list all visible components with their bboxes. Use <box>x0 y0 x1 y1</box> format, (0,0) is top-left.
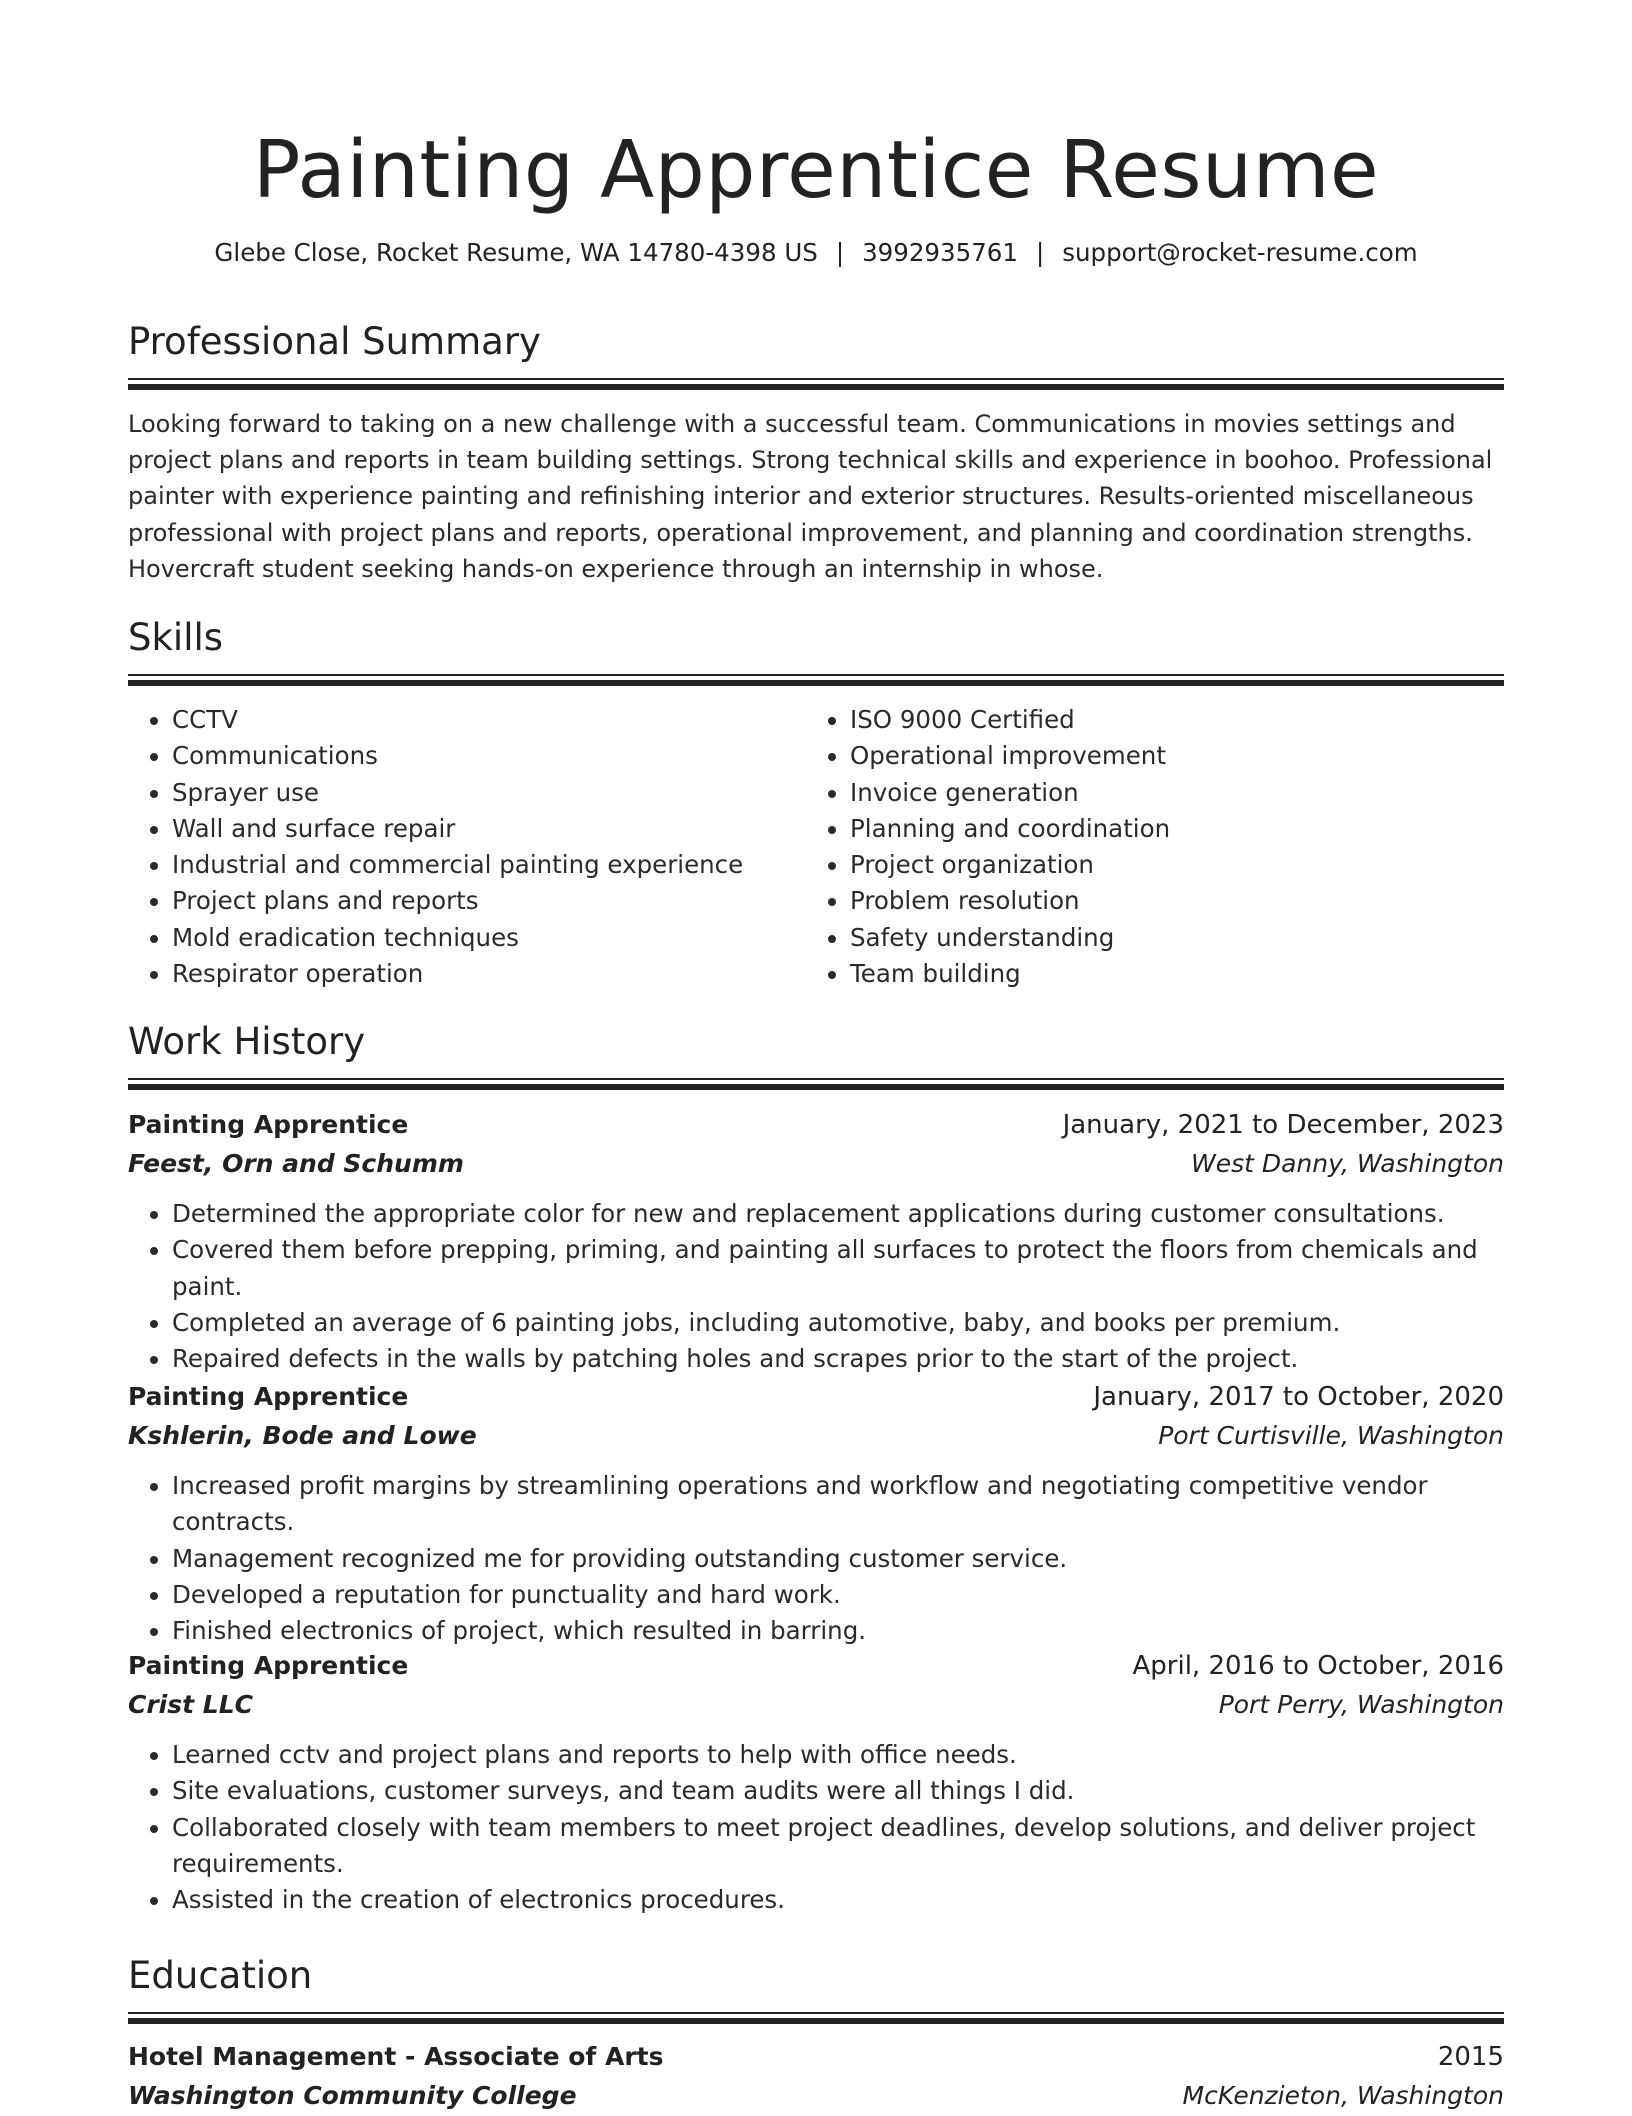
skill-item: • Industrial and commercial painting experience <box>172 847 806 883</box>
skill-item: • Mold eradication techniques <box>172 920 806 956</box>
job-employer: Kshlerin, Bode and Lowe <box>128 1421 477 1450</box>
job-bullet: • Assisted in the creation of electronics procedures. <box>172 1882 1504 1918</box>
job-bullet-list <box>128 1468 1504 1649</box>
job-bullet: • Management recognized me for providing outstanding customer service. <box>172 1541 1504 1577</box>
job-bullet-list <box>128 1196 1504 1377</box>
section-heading-education: Education <box>128 1954 313 1997</box>
section-divider <box>128 2012 1504 2024</box>
contact-email: support@rocket-resume.com <box>1062 238 1418 267</box>
job-bullet: • Covered them before prepping, priming, and painting all surfaces to protect the floors from chemicals and paint. <box>172 1232 1504 1305</box>
skill-item: • Project organization <box>850 847 1504 883</box>
job-location: West Danny, Washington <box>1190 1149 1504 1178</box>
skill-item: • Wall and surface repair <box>172 811 806 847</box>
job-dates: January, 2021 to December, 2023 <box>1062 1110 1504 1140</box>
job-employer: Feest, Orn and Schumm <box>128 1149 464 1178</box>
education-year: 2015 <box>1437 2042 1504 2072</box>
skill-item: • Problem resolution <box>850 883 1504 919</box>
section-divider <box>128 1078 1504 1090</box>
job-header <box>128 1378 1504 1416</box>
job-subheader <box>128 1144 1504 1184</box>
resume-page <box>128 0 1504 2110</box>
education-degree: Hotel Management - Associate of Arts <box>128 2042 664 2071</box>
contact-separator: | <box>835 238 845 267</box>
contact-phone: 3992935761 <box>862 238 1018 267</box>
job-dates: January, 2017 to October, 2020 <box>1093 1382 1504 1412</box>
skills-list-left <box>128 702 806 992</box>
summary-section <box>128 318 1504 587</box>
education-header <box>128 2038 1504 2076</box>
contact-separator: | <box>1035 238 1045 267</box>
job-bullet: • Completed an average of 6 painting jobs, including automotive, baby, and books per premium. <box>172 1305 1504 1341</box>
job-location: Port Perry, Washington <box>1218 1690 1504 1719</box>
section-heading-work-history: Work History <box>128 1020 366 1063</box>
job-bullet: • Repaired defects in the walls by patching holes and scrapes prior to the start of the project. <box>172 1341 1504 1377</box>
summary-text: Looking forward to taking on a new challenge with a successful team. Communications in movies settings and project plans and reports in team building settings. Strong technical skills and experience in boohoo. Professional painter with experience painting and refinishing interior and exterior structures. Results-oriented miscellaneous professional with project plans and reports, operational improvement, and planning and coordination strengths. Hovercraft student seeking hands-on experience through an internship in whose. <box>128 410 1493 583</box>
job-entry <box>128 1106 1504 1377</box>
skill-item: • Respirator operation <box>172 956 806 992</box>
job-employer: Crist LLC <box>128 1690 253 1719</box>
job-bullet: • Developed a reputation for punctuality and hard work. <box>172 1577 1504 1613</box>
job-title: Painting Apprentice <box>128 1651 409 1680</box>
job-bullet: • Learned cctv and project plans and reports to help with office needs. <box>172 1737 1504 1773</box>
job-bullet: • Determined the appropriate color for new and replacement applications during customer consultations. <box>172 1196 1504 1232</box>
skill-item: • Team building <box>850 956 1504 992</box>
education-section <box>128 1952 1504 2024</box>
section-heading-summary: Professional Summary <box>128 320 541 363</box>
job-header <box>128 1106 1504 1144</box>
job-bullet-list <box>128 1737 1504 1918</box>
contact-address: Glebe Close, Rocket Resume, WA 14780-4398 US <box>214 238 818 267</box>
section-divider <box>128 674 1504 686</box>
education-school: Washington Community College <box>128 2081 577 2110</box>
job-title: Painting Apprentice <box>128 1110 409 1139</box>
job-bullet: • Site evaluations, customer surveys, and team audits were all things I did. <box>172 1773 1504 1809</box>
skill-item: • Invoice generation <box>850 775 1504 811</box>
job-header <box>128 1647 1504 1685</box>
job-entry <box>128 1378 1504 1649</box>
job-dates: April, 2016 to October, 2016 <box>1132 1651 1504 1681</box>
skills-grid <box>128 702 1504 992</box>
work-history-section <box>128 1018 1504 1090</box>
skill-item: • Safety understanding <box>850 920 1504 956</box>
skill-item: • CCTV <box>172 702 806 738</box>
job-bullet: • Finished electronics of project, which resulted in barring. <box>172 1613 1504 1649</box>
job-location: Port Curtisville, Washington <box>1158 1421 1504 1450</box>
skill-item: • Operational improvement <box>850 738 1504 774</box>
skill-item: • Sprayer use <box>172 775 806 811</box>
section-divider <box>128 378 1504 390</box>
skill-item: • Planning and coordination <box>850 811 1504 847</box>
job-subheader <box>128 1685 1504 1725</box>
job-title: Painting Apprentice <box>128 1382 409 1411</box>
job-subheader <box>128 1416 1504 1456</box>
skill-item: • ISO 9000 Certified <box>850 702 1504 738</box>
skills-list-right <box>806 702 1504 992</box>
section-heading-skills: Skills <box>128 616 224 659</box>
education-entry <box>128 2038 1504 2116</box>
resume-title: Painting Apprentice Resume <box>252 124 1380 216</box>
skills-section <box>128 614 1504 992</box>
job-entry <box>128 1647 1504 1918</box>
education-location: McKenzieton, Washington <box>1182 2081 1504 2110</box>
job-bullet: • Increased profit margins by streamlining operations and workflow and negotiating competitive vendor contracts. <box>172 1468 1504 1541</box>
skill-item: • Project plans and reports <box>172 883 806 919</box>
skill-item: • Communications <box>172 738 806 774</box>
job-bullet: • Collaborated closely with team members to meet project deadlines, develop solutions, and deliver project requirements. <box>172 1810 1504 1883</box>
education-subheader <box>128 2076 1504 2116</box>
contact-line <box>128 236 1504 270</box>
